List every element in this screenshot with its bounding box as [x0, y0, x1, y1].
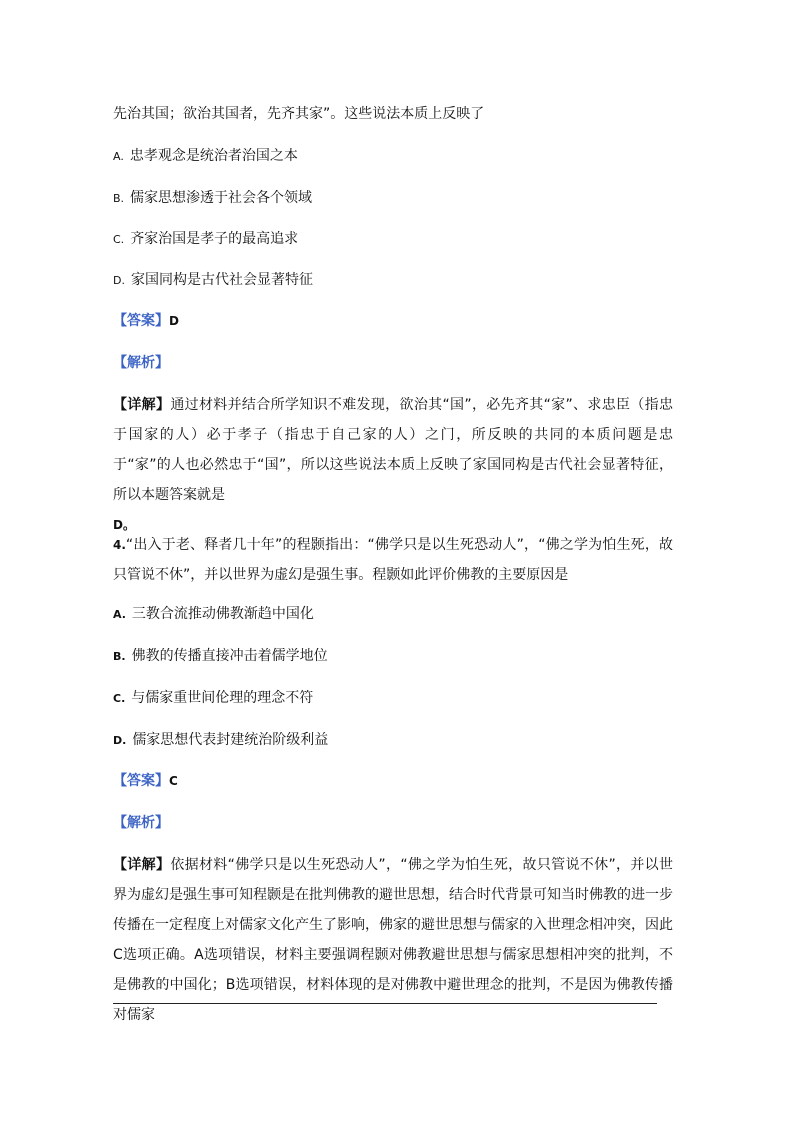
option-letter: B. [113, 192, 125, 205]
q4-answer [113, 771, 178, 791]
analysis-tag: 【解析】 [113, 355, 169, 371]
question-number: 4. [113, 538, 126, 552]
option-letter: D. [113, 734, 127, 747]
analysis-tag: 【解析】 [113, 815, 169, 831]
q3-option-c [113, 229, 298, 250]
detail-end: D。 [113, 518, 135, 532]
q3-analysis [113, 353, 169, 373]
answer-tag: 【答案】 [113, 313, 169, 329]
option-letter: C. [113, 692, 126, 705]
detail-tag: 【详解】 [113, 397, 171, 413]
answer-value: D [169, 314, 179, 328]
detail-tag: 【详解】 [113, 857, 171, 873]
option-text: 与儒家重世间伦理的理念不符 [131, 690, 314, 706]
option-text: 忠孝观念是统治者治国之本 [129, 148, 298, 164]
q4-option-d [113, 730, 328, 751]
answer-value: C [169, 774, 178, 788]
detail-text: 通过材料并结合所学知识不难发现，欲治其“国”，必先齐其“家”、求忠臣（指忠于国家的人）必于孝子（指忠于自己家的人）之门，所反映的共同的本质问题是忠于“家”的人也必然忠于“国”，所以这些说法本质上反映了家国同构是古代社会显著特征，所以本题答案就是 [113, 397, 674, 503]
option-text: 齐家治国是孝子的最高追求 [130, 231, 299, 247]
option-letter: A. [113, 608, 126, 621]
footer-divider [113, 1003, 657, 1004]
option-text: 家国同构是古代社会显著特征 [130, 272, 313, 288]
answer-tag: 【答案】 [113, 773, 169, 789]
q4-analysis [113, 813, 169, 833]
q4-stem [113, 530, 673, 590]
q3-detail [113, 390, 673, 540]
option-letter: B. [113, 650, 126, 663]
q4-option-a [113, 604, 314, 625]
q3-option-a [113, 146, 298, 167]
q3-option-d [113, 270, 313, 291]
option-text: 儒家思想渗透于社会各个领域 [130, 190, 313, 206]
option-text: 三教合流推动佛教渐趋中国化 [131, 606, 314, 622]
option-letter: C. [113, 233, 125, 246]
detail-text: 依据材料“佛学只是以生死恐动人”，“佛之学为怕生死，故只管说不休”，并以世界为虚幻是强生事可知程颢是在批判佛教的避世思想，结合时代背景可知当时佛教的进一步传播在一定程度上对儒家文化产生了影响，佛家的避世思想与儒家的入世理念相冲突，因此C选项正确。A选项错误，材料主要强调程颢对佛教避世思想与儒家思想相冲突的批判，不是佛教的中国化；B选项错误，材料体现的是对佛教中避世理念的批判，不是因为佛教传播对儒家 [113, 857, 674, 1023]
question-stem: “出入于老、释者几十年”的程颢指出：“佛学只是以生死恐动人”，“佛之学为怕生死，故只管说不休”，并以世界为虚幻是强生事。程颢如此评价佛教的主要原因是 [113, 537, 673, 583]
q3-stem-tail: 先治其国；欲治其国者，先齐其家”。这些说法本质上反映了 [113, 106, 485, 122]
option-letter: D. [113, 274, 125, 287]
q4-option-b [113, 646, 328, 667]
q3-option-b [113, 188, 312, 209]
q4-option-c [113, 688, 313, 709]
option-letter: A. [113, 150, 124, 163]
option-text: 佛教的传播直接冲击着儒学地位 [131, 648, 328, 664]
option-text: 儒家思想代表封建统治阶级利益 [132, 732, 329, 748]
q3-answer [113, 311, 179, 331]
